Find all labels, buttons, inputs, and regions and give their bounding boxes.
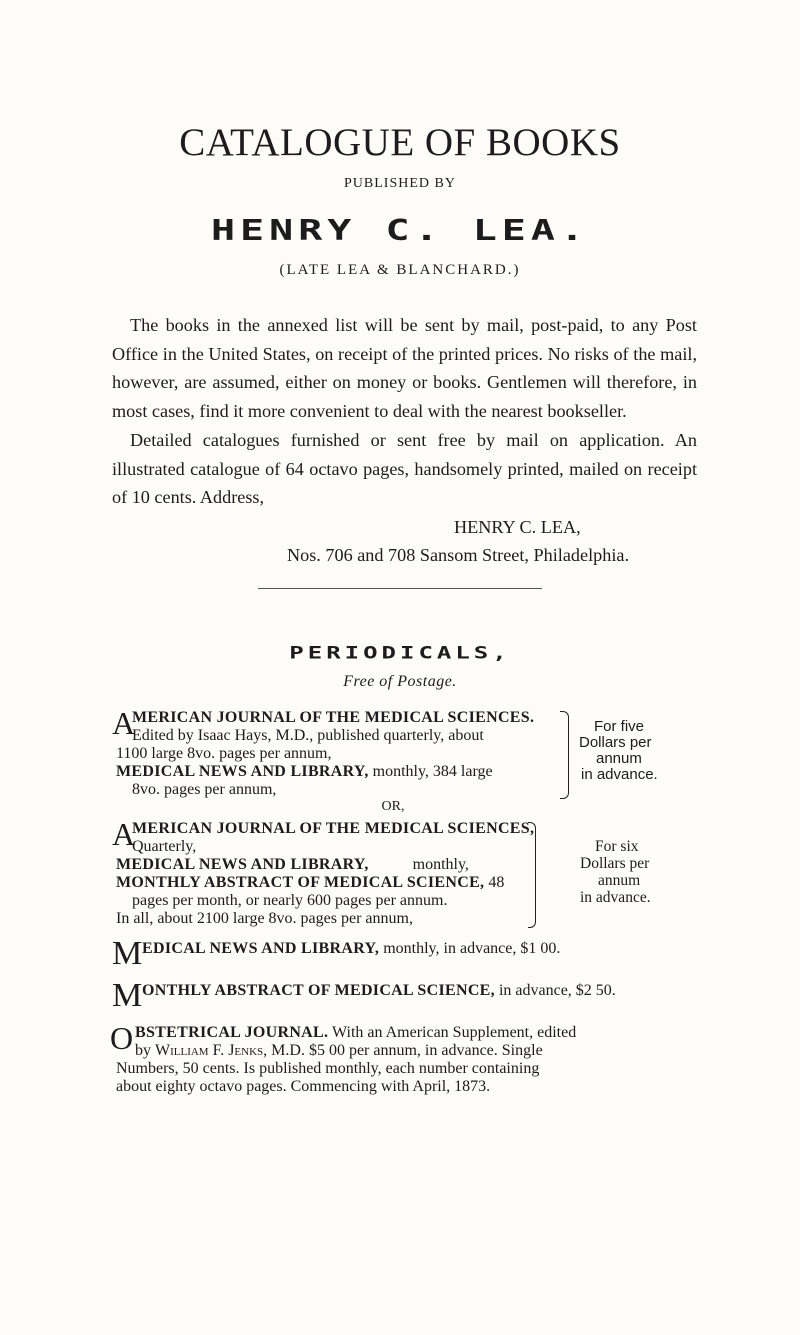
offer2-abstract-pages: 48 <box>488 874 505 891</box>
mail-notice-paragraph: The books in the annexed list will be sent by mail, post-paid, to any Post Office in the United States, on receipt of the printed prices. No risks of the mail, however, are assumed, either on money or books. Gentlemen will therefore, in most cases, find it more convenient to deal with the nearest bookseller. <box>112 315 697 421</box>
dropcap: O <box>110 1020 134 1056</box>
periodicals-heading: PERIODICALS, <box>289 643 511 663</box>
offer1-journal-desc: Edited by Isaac Hays, M.D., published quarterly, about <box>132 727 484 744</box>
medical-news-title: EDICAL NEWS AND LIBRARY, <box>142 940 380 957</box>
obstetrical-desc: With an American Supplement, edited <box>332 1024 577 1041</box>
offer1-price-line: Dollars per <box>579 734 652 751</box>
medical-news-price: monthly, in advance, $1 00. <box>383 940 561 957</box>
publisher-former-name: (LATE LEA & BLANCHARD.) <box>279 262 521 278</box>
publisher-name: HENRY C. LEA. <box>210 214 590 248</box>
offer1-journal-pages: 1100 large 8vo. pages per annum, <box>116 745 332 762</box>
obstetrical-line-4: about eighty octavo pages. Commencing with April, 1873. <box>116 1078 491 1095</box>
dropcap: M <box>112 977 143 1014</box>
obstetrical-price: $5 00 per annum, in advance. Single <box>308 1042 543 1059</box>
offer2-journal-desc: Quarterly, <box>132 838 197 855</box>
offer1-news-line <box>116 763 493 781</box>
offer1-news-pages: 8vo. pages per annum, <box>132 781 277 798</box>
offer2-price-line: Dollars per <box>580 855 650 872</box>
obstetrical-line-1 <box>135 1024 576 1042</box>
or-separator: OR, <box>381 799 405 814</box>
offer2-abstract-desc: pages per month, or nearly 600 pages per annum. <box>132 892 448 909</box>
page-title: CATALOGUE OF BOOKS <box>179 121 621 164</box>
offer2-price-line: For six <box>595 838 639 855</box>
medical-news-line <box>142 940 560 958</box>
brace <box>560 711 569 799</box>
obstetrical-line-3: Numbers, 50 cents. Is published monthly, each number containing <box>116 1060 540 1077</box>
address-name: HENRY C. LEA, <box>454 517 581 537</box>
obstetrical-title: BSTETRICAL JOURNAL. <box>135 1024 329 1041</box>
obstetrical-line-2 <box>135 1042 543 1060</box>
offer2-abstract-line <box>116 874 504 892</box>
offer2-journal-title: MERICAN JOURNAL OF THE MEDICAL SCIENCES, <box>132 820 535 837</box>
offer2-news-desc: monthly, <box>412 856 469 873</box>
offer2-price-line: in advance. <box>580 889 651 906</box>
dropcap: A <box>112 705 136 741</box>
periodicals-subheading: Free of Postage. <box>343 673 457 690</box>
offer1-news-title: MEDICAL NEWS AND LIBRARY, <box>116 763 369 780</box>
offer2-total: In all, about 2100 large 8vo. pages per annum, <box>116 910 413 927</box>
monthly-abstract-title: ONTHLY ABSTRACT OF MEDICAL SCIENCE, <box>142 982 495 999</box>
offer2-news-title: MEDICAL NEWS AND LIBRARY, <box>116 856 369 873</box>
obstetrical-editor: William F. Jenks, M.D. <box>155 1042 305 1059</box>
offer1-price-line: annum <box>596 750 642 767</box>
published-by-label: PUBLISHED BY <box>344 176 456 191</box>
section-divider <box>258 588 542 589</box>
offer2-abstract-title: MONTHLY ABSTRACT OF MEDICAL SCIENCE, <box>116 874 485 891</box>
offer1-price-line: in advance. <box>581 766 658 783</box>
obstetrical-by: by <box>135 1042 151 1059</box>
catalogue-notice-paragraph: Detailed catalogues furnished or sent free by mail on application. An illustrated catalogue of 64 octavo pages, handsomely printed, mailed on receipt of 10 cents. Address, <box>112 430 697 507</box>
monthly-abstract-line <box>142 982 616 1000</box>
offer1-journal-title: MERICAN JOURNAL OF THE MEDICAL SCIENCES. <box>132 709 535 726</box>
dropcap: M <box>112 935 143 972</box>
dropcap: A <box>112 816 136 852</box>
offer1-news-desc: monthly, 384 large <box>372 763 493 780</box>
offer2-news-line <box>116 856 469 874</box>
address-street: Nos. 706 and 708 Sansom Street, Philadelphia. <box>287 545 629 565</box>
brace <box>528 822 536 928</box>
offer1-price-line: For five <box>594 718 645 735</box>
offer2-price-line: annum <box>598 872 641 889</box>
monthly-abstract-price: in advance, $2 50. <box>498 982 616 999</box>
